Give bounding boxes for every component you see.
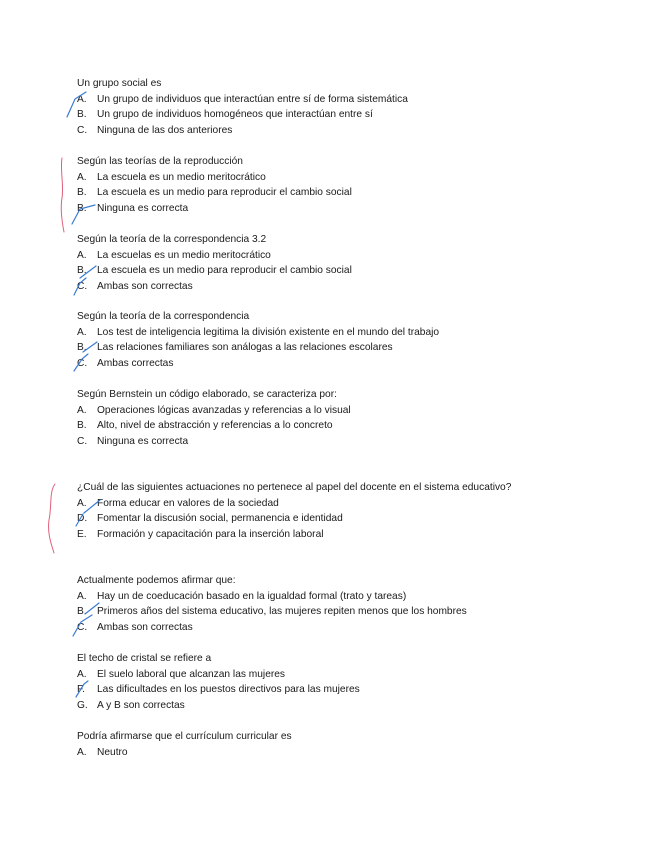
option-text: La escuela es un medio para reproducir el cambio social [97,265,352,277]
option-text: Operaciones lógicas avanzadas y referencias a lo visual [97,404,351,416]
option-text: Las relaciones familiares son análogas a las relaciones escolares [97,342,393,354]
option-a[interactable] [77,745,292,761]
option-text: Las dificultades en los puestos directivos para las mujeres [97,684,360,696]
option-letter: C. [77,435,88,447]
option-text: Un grupo de individuos homogéneos que interactúan entre sí [97,109,373,121]
option-text: Ninguna de las dos anteriores [97,124,233,136]
option-letter: E. [77,528,87,540]
question-title: Según la teoría de la correspondencia [77,311,250,322]
question-title: Actualmente podemos afirmar que: [77,575,236,586]
option-text: Ninguna es correcta [97,435,189,447]
option-a[interactable] [77,92,408,108]
option-letter: C. [77,124,88,136]
option-letter: B. [77,342,87,354]
option-c[interactable] [77,201,352,217]
option-text: Neutro [97,746,128,758]
option-text: Forma educar en valores de la sociedad [97,497,279,509]
margin-bracket-q2 [61,158,64,232]
option-c[interactable] [77,356,439,372]
option-b[interactable] [77,185,352,201]
question-title: Podría afirmarse que el currículum curricular es [77,731,292,742]
option-letter: C. [77,280,88,292]
option-text: La escuelas es un medio meritocrático [97,249,271,261]
option-letter: A. [77,171,87,183]
question-title: Según Bernstein un código elaborado, se caracteriza por: [77,389,337,400]
margin-bracket-q6 [49,484,55,553]
option-letter: A. [77,404,87,416]
question-5 [77,387,351,449]
question-9 [77,729,292,760]
option-a[interactable] [77,403,351,419]
option-text: Ambas correctas [97,357,174,369]
option-a[interactable] [77,589,467,605]
option-text: La escuela es un medio para reproducir el cambio social [97,187,352,199]
option-letter: C. [77,357,88,369]
option-a[interactable] [77,170,352,186]
option-text: Hay un de coeducación basado en la igualdad formal (trato y tareas) [97,590,407,602]
option-c[interactable] [77,434,351,450]
option-b[interactable] [77,340,439,356]
option-b[interactable] [77,107,408,123]
option-letter: F. [77,684,85,696]
question-8 [77,651,360,713]
option-letter: A. [77,249,87,261]
question-2 [77,154,352,216]
option-letter: B. [77,606,87,618]
option-text: Un grupo de individuos que interactúan entre sí de forma sistemática [97,93,408,105]
option-letter: C. [77,621,88,633]
question-7 [77,573,467,635]
option-letter: A. [77,590,87,602]
question-title: Un grupo social es [77,78,162,89]
option-d[interactable] [77,511,511,527]
option-letter: A. [77,93,87,105]
option-a[interactable] [77,248,352,264]
option-letter: B. [77,420,87,432]
option-letter: A. [77,746,87,758]
question-4 [77,309,439,371]
option-text: Alto, nivel de abstracción y referencias a lo concreto [97,420,333,432]
option-letter: A. [77,497,87,509]
option-text: A y B son correctas [97,699,185,711]
option-letter: A. [77,326,87,338]
question-title: Según la teoría de la correspondencia 3.2 [77,234,267,245]
option-a[interactable] [77,496,511,512]
option-text: Formación y capacitación para la inserción laboral [97,528,324,540]
option-letter: B. [77,202,87,214]
option-b[interactable] [77,263,352,279]
option-text: La escuela es un medio meritocrático [97,171,266,183]
option-g[interactable] [77,698,360,714]
option-text: Ninguna es correcta [97,202,189,214]
option-e[interactable] [77,527,511,543]
question-6 [77,480,511,542]
question-1 [77,76,408,138]
option-letter: G. [77,699,88,711]
option-text: El suelo laboral que alcanzan las mujeres [97,668,286,680]
option-b[interactable] [77,604,467,620]
question-3 [77,232,352,294]
option-b[interactable] [77,418,351,434]
option-f[interactable] [77,682,360,698]
question-title: El techo de cristal se refiere a [77,653,212,664]
option-text: Ambas son correctas [97,280,193,292]
option-a[interactable] [77,325,439,341]
option-c[interactable] [77,620,467,636]
option-text: Ambas son correctas [97,621,193,633]
question-title: Según las teorías de la reproducción [77,156,243,167]
option-letter: B. [77,265,87,277]
option-c[interactable] [77,123,408,139]
option-c[interactable] [77,279,352,295]
option-text: Fomentar la discusión social, permanencia e identidad [97,513,343,525]
option-a[interactable] [77,667,360,683]
option-letter: B. [77,109,87,121]
option-letter: D. [77,513,88,525]
option-letter: A. [77,668,87,680]
option-letter: B. [77,187,87,199]
option-text: Los test de inteligencia legitima la división existente en el mundo del trabajo [97,326,440,338]
question-title: ¿Cuál de las siguientes actuaciones no pertenece al papel del docente en el sistema educativo? [77,482,512,493]
option-text: Primeros años del sistema educativo, las mujeres repiten menos que los hombres [97,606,467,618]
